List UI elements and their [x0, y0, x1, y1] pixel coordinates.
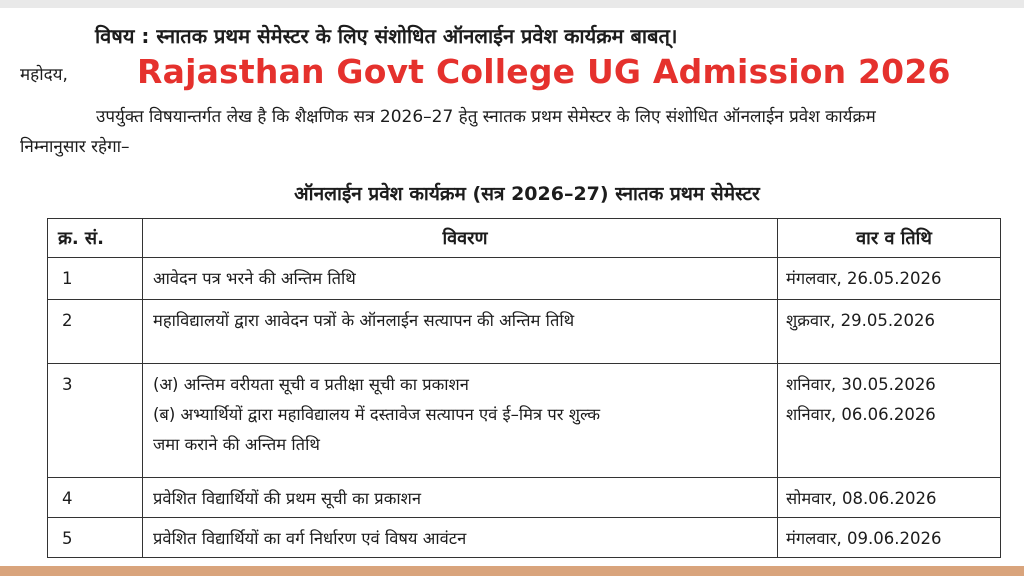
row-description: [143, 518, 778, 558]
row-date: [778, 258, 1001, 300]
table-row: [48, 258, 1001, 300]
header-serial-no: क्र. सं.: [48, 219, 143, 258]
description-line: जमा कराने की अन्तिम तिथि: [153, 435, 320, 454]
date-line: शुक्रवार, 29.05.2026: [786, 311, 936, 330]
date-line: मंगलवार, 26.05.2026: [786, 269, 942, 288]
row-date: [778, 364, 1001, 478]
header-day-date: वार व तिथि: [778, 219, 1001, 258]
letter-body: उपर्युक्त विषयान्तर्गत लेख है कि शैक्षणिक सत्र 2026–27 हेतु स्नातक प्रथम सेमेस्टर के लिए संशोधित ऑनलाईन प्रवेश कार्यक्रम निम्नानुसार रहेगा–: [20, 107, 876, 157]
description-line: प्रवेशित विद्यार्थियों का वर्ग निर्धारण एवं विषय आवंटन: [153, 529, 467, 548]
row-description: [143, 478, 778, 518]
letter-subject: विषय : स्नातक प्रथम सेमेस्टर के लिए संशोधित ऑनलाईन प्रवेश कार्यक्रम बाबत्।: [95, 24, 678, 48]
date-line: मंगलवार, 09.06.2026: [786, 529, 942, 548]
header-description: विवरण: [143, 219, 778, 258]
bottom-border-band: [0, 566, 1024, 576]
date-line: शनिवार, 30.05.2026: [786, 375, 936, 394]
row-date: [778, 478, 1001, 518]
row-description: [143, 364, 778, 478]
table-row: [48, 478, 1001, 518]
table-row: [48, 364, 1001, 478]
schedule-title: ऑनलाईन प्रवेश कार्यक्रम (सत्र 2026–27) स्नातक प्रथम सेमेस्टर: [294, 183, 760, 205]
table-row: [48, 300, 1001, 364]
admission-schedule-table: [47, 218, 1001, 558]
top-border-band: [0, 0, 1024, 8]
date-line: शनिवार, 06.06.2026: [786, 405, 936, 424]
date-line: सोमवार, 08.06.2026: [786, 489, 937, 508]
row-date: [778, 518, 1001, 558]
description-line: (अ) अन्तिम वरीयता सूची व प्रतीक्षा सूची का प्रकाशन: [153, 375, 469, 394]
description-line: महाविद्यालयों द्वारा आवेदन पत्रों के ऑनलाईन सत्यापन की अन्तिम तिथि: [153, 311, 575, 330]
row-serial-no: 1: [48, 258, 143, 300]
table-header-row: [48, 219, 1001, 258]
row-description: [143, 300, 778, 364]
row-description: [143, 258, 778, 300]
row-serial-no: 5: [48, 518, 143, 558]
row-serial-no: 2: [48, 300, 143, 364]
description-line: (ब) अभ्यार्थियों द्वारा महाविद्यालय में दस्तावेज सत्यापन एवं ई–मित्र पर शुल्क: [153, 405, 601, 424]
table-row: [48, 518, 1001, 558]
description-line: आवेदन पत्र भरने की अन्तिम तिथि: [153, 269, 356, 288]
overlay-headline: Rajasthan Govt College UG Admission 2026: [137, 52, 951, 91]
letter-salutation: महोदय,: [20, 65, 68, 85]
description-line: प्रवेशित विद्यार्थियों की प्रथम सूची का प्रकाशन: [153, 489, 422, 508]
row-serial-no: 4: [48, 478, 143, 518]
row-date: [778, 300, 1001, 364]
row-serial-no: 3: [48, 364, 143, 478]
